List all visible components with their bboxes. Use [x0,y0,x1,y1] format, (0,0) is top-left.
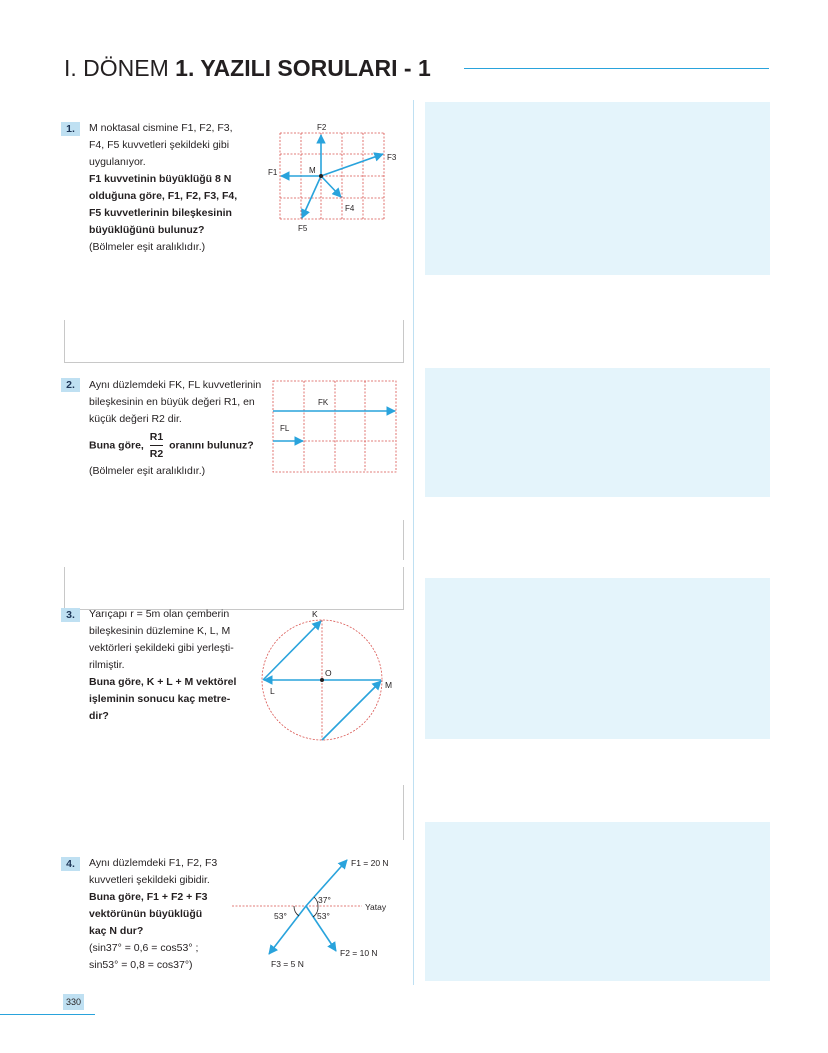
q4-note: (sin37° = 0,6 = cos53° ; [89,942,199,954]
question-number: 4. [61,857,80,871]
q3-vector-k [263,621,321,680]
frame-line [403,785,404,840]
question-number: 3. [61,608,80,622]
q4-line: kuvvetleri şekildeki gibidir. [89,874,210,886]
q2-ratio-num: R1 [149,431,164,443]
q2-bold-pre: Buna göre, [89,439,144,452]
q2-force-figure [268,376,404,476]
frame-line [403,567,404,609]
q2-ratio [150,430,163,461]
q2-line: küçük değeri R2 dir. [89,413,182,425]
q3-line: vektörleri şekildeki gibi yerleşti- [89,642,234,654]
q2-fraction-bar [150,445,163,446]
page-title [64,55,431,82]
title-term: I. DÖNEM [64,55,169,81]
q1-line: uygulanıyor. [89,156,146,168]
q3-bold-line: işleminin sonucu kaç metre- [89,693,231,705]
frame-line [403,520,404,560]
q3-center-o [320,678,324,682]
q3-line: bileşkesinin düzlemine K, L, M [89,625,231,637]
frame-line [403,320,404,362]
q4-label-yatay: Yatay [365,902,387,912]
q2-label: FK [318,398,329,407]
q4-force-figure [228,848,404,973]
q1-label: F5 [298,224,308,233]
q1-label: F3 [387,153,397,162]
q4-angle-53-left: 53° [274,911,287,921]
q1-line: F4, F5 kuvvetleri şekildeki gibi [89,139,230,151]
question-3-text [89,606,251,725]
title-rule [464,68,769,69]
title-exam: 1. YAZILI SORULARI - 1 [175,55,431,81]
q3-label: M [385,680,393,690]
q4-label-f1: F1 = 20 N [351,858,389,868]
q4-bold-line: kaç N dur? [89,925,144,937]
question-4-text [89,855,223,974]
q4-note: sin53° = 0,8 = cos37°) [89,959,193,971]
q2-label: FL [280,424,290,433]
q3-bold-line: Buna göre, K + L + M vektörel [89,676,237,688]
q2-ratio-den: R2 [149,448,164,460]
q4-label-f3: F3 = 5 N [271,959,304,969]
q1-label: M [309,166,316,175]
q2-ratio-line [89,430,265,461]
q1-line: M noktasal cismine F1, F2, F3, [89,122,233,134]
answer-box-3[interactable] [425,578,770,739]
q4-angle-53-right: 53° [317,911,330,921]
q4-angle-arc [294,906,299,916]
page-number: 330 [63,994,84,1010]
q3-label: K [312,609,318,619]
q1-vector-f3 [321,154,383,176]
q1-vector-f5 [302,176,321,218]
q4-bold-line: Buna göre, F1 + F2 + F3 [89,891,208,903]
frame-line [64,362,404,363]
page-number-rule [0,1014,95,1015]
q4-angle-37: 37° [318,895,331,905]
q3-vector-m [322,681,381,740]
q1-bold-line: F1 kuvvetinin büyüklüğü 8 N [89,173,232,185]
q1-label: F1 [268,168,278,177]
q4-line: Aynı düzlemdeki F1, F2, F3 [89,857,218,869]
q1-label: F2 [317,123,327,132]
frame-line [64,320,65,362]
q1-bold-line: büyüklüğünü bulunuz? [89,224,205,236]
frame-line [64,567,65,609]
q4-label-f2: F2 = 10 N [340,948,378,958]
q2-line: bileşkesinin en büyük değeri R1, en [89,396,255,408]
q1-bold-line: F5 kuvvetlerinin bileşkesinin [89,207,232,219]
q3-label: O [325,668,332,678]
q1-vector-f4 [321,176,341,197]
q1-bold-line: olduğuna göre, F1, F2, F3, F4, [89,190,238,202]
q2-bold-post: oranını bulunuz? [169,439,254,452]
q3-label: L [270,686,275,696]
q2-note: (Bölmeler eşit aralıklıdır.) [89,465,206,477]
answer-box-2[interactable] [425,368,770,497]
q3-line: rilmiştir. [89,659,125,671]
q2-line: Aynı düzlemdeki FK, FL kuvvetlerinin [89,379,262,391]
q1-point-m [319,174,323,178]
q1-label: F4 [345,204,355,213]
q1-force-figure [262,118,412,236]
q3-line: Yarıçapı r = 5m olan çemberin [89,608,230,620]
question-2-text [89,377,265,480]
q4-bold-line: vektörünün büyüklüğü [89,908,203,920]
answer-box-1[interactable] [425,102,770,275]
answer-box-4[interactable] [425,822,770,981]
q3-bold-line: dir? [89,710,109,722]
question-number: 2. [61,378,80,392]
q3-circle-figure [255,605,403,745]
column-divider [413,100,414,985]
q2-grid [273,381,396,472]
question-number: 1. [61,122,80,136]
question-1-text [89,120,253,256]
q1-note: (Bölmeler eşit aralıklıdır.) [89,241,206,253]
